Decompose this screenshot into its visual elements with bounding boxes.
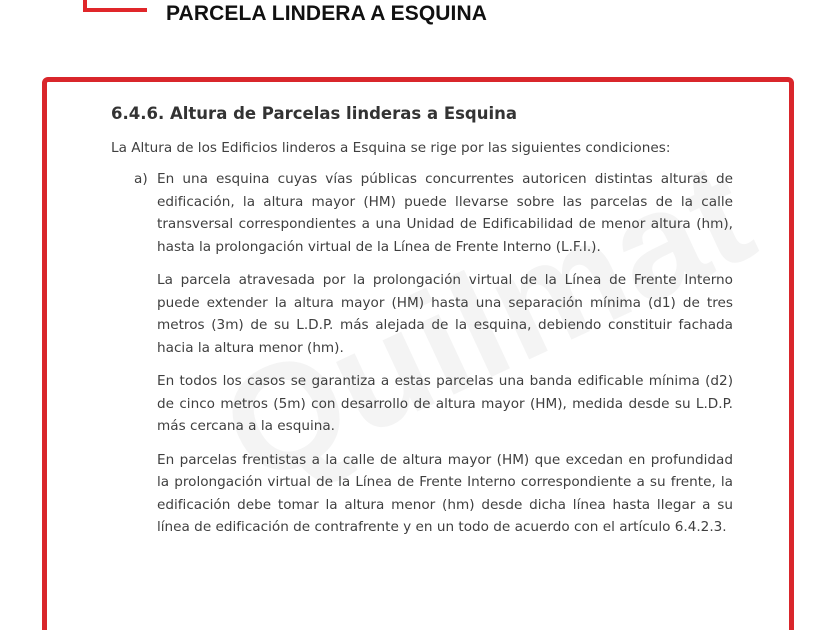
paragraph-2: La parcela atravesada por la prolongación virtual de la Línea de Frente Interno puede extender la altura mayor (HM) hasta una separación mínima (d1) de tres metros (3m) de su L.D.P. más alejada de la esquina, debiendo constituir fachada hacia la altura menor (hm). xyxy=(157,272,733,356)
list-item-marker: a) xyxy=(134,171,148,187)
section-title: 6.4.6. Altura de Parcelas linderas a Esquina xyxy=(111,104,518,123)
intro-text: La Altura de los Edificios linderos a Esquina se rige por las siguientes condiciones: xyxy=(111,140,671,156)
paragraph-4: En parcelas frentistas a la calle de altura mayor (HM) que excedan en profundidad la prolongación virtual de la Línea de Frente Interno correspondiente a su frente, la edificación debe tomar la altura menor (hm) desde dicha línea hasta llegar a su línea de edificación de contrafrente y en un todo de acuerdo con el artículo 6.4.2.3. xyxy=(157,451,733,535)
page-title: PARCELA LINDERA A ESQUINA xyxy=(166,2,488,25)
list-item-a xyxy=(111,168,733,539)
document-frame xyxy=(42,77,794,630)
red-corner-bracket xyxy=(83,0,147,12)
paragraph-3: En todos los casos se garantiza a estas parcelas una banda edificable mínima (d2) de cinco metros (5m) con desarrollo de altura mayor (HM), medida desde su L.D.P. más cercana a la esquina. xyxy=(157,373,733,434)
document-content xyxy=(111,104,733,550)
paragraph-1: En una esquina cuyas vías públicas concurrentes autoricen distintas alturas de edificación, la altura mayor (HM) puede llevarse sobre las parcelas de la calle transversal correspondientes a una Unidad de Edificabilidad de menor altura (hm), hasta la prolongación virtual de la Línea de Frente Interno (L.F.I.). xyxy=(157,171,733,255)
